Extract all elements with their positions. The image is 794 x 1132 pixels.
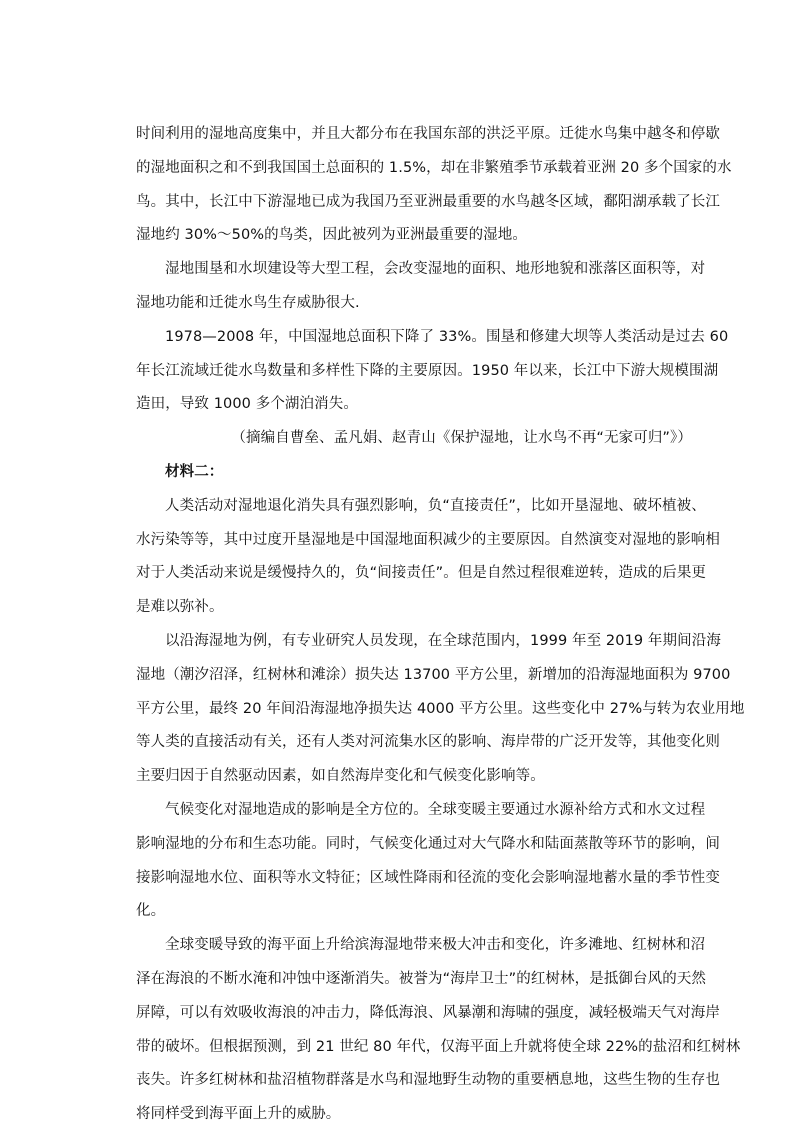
- text-line: 造田，导致 1000 多个湖泊消失。: [136, 396, 358, 413]
- text-line: 时间利用的湿地高度集中，并且大都分布在我国东部的洪泛平原。迁徙水鸟集中越冬和停歇: [136, 126, 720, 142]
- text-line: 丧失。许多红树林和盐沼植物群落是水鸟和湿地野生动物的重要栖息地，这些生物的生存也: [136, 1072, 720, 1089]
- text-line: 等人类的直接活动有关，还有人类对河流集水区的影响、海岸带的广泛开发等，其他变化则: [136, 734, 720, 751]
- paragraph: [136, 118, 732, 253]
- text-line: 气候变化对湿地造成的影响是全方位的。全球变暖主要通过水源补给方式和水文过程: [165, 801, 706, 818]
- text-line: 主要归因于自然驱动因素，如自然海岸变化和气候变化影响等。: [136, 768, 545, 785]
- paragraph: [136, 794, 720, 929]
- paragraph: [136, 929, 741, 1132]
- text-line: 对于人类活动来说是缓慢持久的，负“间接责任”。但是自然过程很难逆转，造成的后果更: [136, 565, 707, 582]
- text-line: 以沿海湿地为例，有专业研究人员发现，在全球范围内，1999 年至 2019 年期间沿海: [165, 632, 721, 649]
- text-line: 年长江流域迁徙水鸟数量和多样性下降的主要原因。1950 年以来，长江中下游大规模围湖: [136, 362, 719, 379]
- text-line: 人类活动对湿地退化消失具有强烈影响，负“直接责任”，比如开垦湿地、破坏植被、: [165, 497, 706, 514]
- text-line: 影响湿地的分布和生态功能。同时，气候变化通过对大气降水和陆面蒸散等环节的影响，间: [136, 835, 720, 852]
- paragraph: [136, 321, 729, 422]
- text-line: 1978—2008 年，中国湿地总面积下降了 33%。围垦和修建大坝等人类活动是过去 60: [165, 328, 729, 345]
- text-line: 将同样受到海平面上升的威胁。: [136, 1106, 341, 1123]
- text-line: 湿地约 30%～50%的鸟类，因此被列为亚洲最重要的湿地。: [136, 227, 527, 244]
- paragraph: [136, 490, 720, 625]
- text-line: 的湿地面积之和不到我国国土总面积的 1.5%，却在非繁殖季节承载着亚洲 20 多个国家的水: [136, 159, 732, 176]
- section-heading: 材料二：: [165, 463, 224, 480]
- text-line: 水污染等等，其中过度开垦湿地是中国湿地面积减少的主要原因。自然演变对湿地的影响相: [136, 531, 720, 548]
- paragraph: [136, 253, 706, 321]
- text-line: 带的破坏。但根据预测，到 21 世纪 80 年代，仅海平面上升就将使全球 22%的盐沼和红树林: [136, 1038, 741, 1055]
- source-citation: （摘编自曹垒、孟凡娟、赵青山《保护湿地，让水鸟不再“无家可归”》）: [231, 430, 692, 447]
- text-line: 鸟。其中，长江中下游湿地已成为我国乃至亚洲最重要的水鸟越冬区域，鄱阳湖承载了长江: [136, 193, 720, 210]
- paragraph: [136, 625, 745, 794]
- text-line: 湿地（潮汐沼泽，红树林和滩涂）损失达 13700 平方公里，新增加的沿海湿地面积为 9700: [136, 666, 731, 683]
- text-line: 接影响湿地水位、面积等水文特征；区域性降雨和径流的变化会影响湿地蓄水量的季节性变: [136, 869, 720, 886]
- text-line: 是难以弥补。: [136, 599, 224, 616]
- text-line: 平方公里，最终 20 年间沿海湿地净损失达 4000 平方公里。这些变化中 27%与转为农业用地: [136, 700, 745, 717]
- text-line: 湿地围垦和水坝建设等大型工程，会改变湿地的面积、地形地貌和涨落区面积等，对: [165, 261, 706, 278]
- text-line: 屏障，可以有效吸收海浪的冲击力，降低海浪、风暴潮和海啸的强度，减轻极端天气对海岸: [136, 1004, 720, 1021]
- text-line: 全球变暖导致的海平面上升给滨海湿地带来极大冲击和变化，许多滩地、红树林和沼: [165, 937, 706, 954]
- text-line: 泽在海浪的不断水淹和冲蚀中逐渐消失。被誉为“海岸卫士”的红树林，是抵御台风的天然: [136, 970, 707, 987]
- text-line: 化。: [136, 903, 166, 920]
- text-line: 湿地功能和迁徙水鸟生存威胁很大.: [136, 294, 360, 311]
- article-body: [136, 118, 745, 1132]
